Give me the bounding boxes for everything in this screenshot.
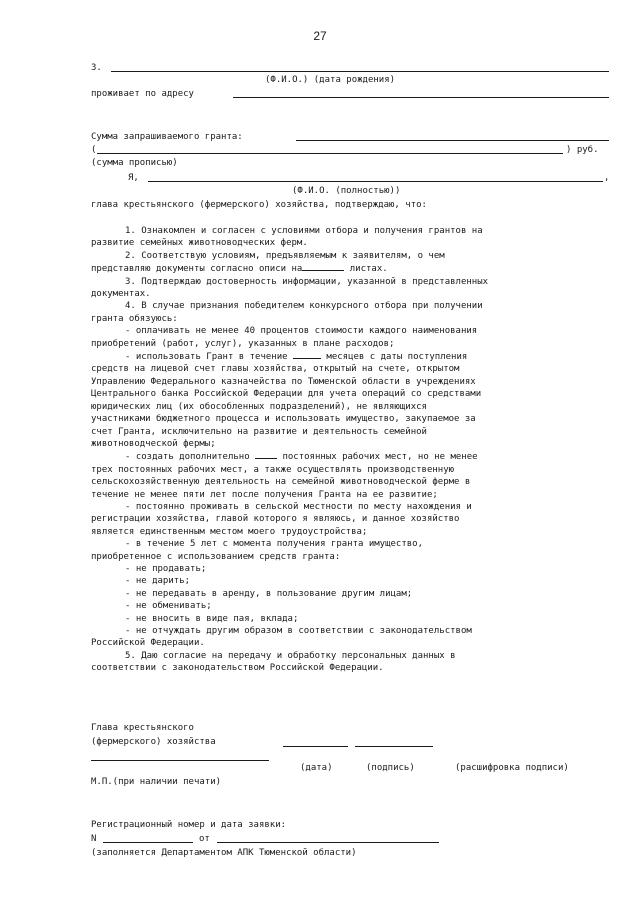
item-1-line-2: развитие семейных животноводческих ферм. — [91, 238, 308, 249]
sheets-count-field[interactable] — [302, 262, 344, 271]
sub-item-3: - не передавать в аренду, в пользование другим лицам; — [125, 588, 413, 599]
sum-words-caption: (сумма прописью) — [91, 158, 178, 168]
signature-head-2: (фермерского) хозяйства — [91, 737, 216, 747]
decode-caption: (расшифровка подписи) — [455, 763, 569, 773]
applicant-fio-line[interactable] — [111, 71, 609, 72]
stamp-note: М.П.(при наличии печати) — [91, 777, 222, 787]
page-number: 27 — [313, 29, 327, 43]
bullet-2-line-4: Центрального банка Российской Федерации для учета операций со средствами — [91, 389, 482, 400]
fio-caption: (Ф.И.О.) (дата рождения) — [265, 75, 396, 85]
item-3-line-2: документах. — [91, 289, 151, 300]
registration-date-line[interactable] — [217, 842, 439, 843]
bullet-2-line-2: средств на лицевой счет главы хозяйства, открытый на счете, открытом — [91, 364, 460, 375]
bullet-5-line-2: приобретенное с использованием средств гранта: — [91, 551, 341, 562]
ya-label: Я, — [128, 173, 139, 183]
signature-head-1: Глава крестьянского — [91, 723, 194, 733]
bullet-3-line-2: трех постоянных рабочих мест, а также осуществлять производственную — [91, 464, 455, 475]
registration-label: Регистрационный номер и дата заявки: — [91, 820, 287, 830]
bullet-3-line-4: течение не менее пяти лет после получения Гранта на ее развитие; — [91, 489, 438, 500]
full-name-line[interactable] — [148, 181, 603, 182]
full-name-caption: (Ф.И.О. (полностью)) — [292, 186, 401, 196]
bullet-4-line-2: регистрации хозяйства, главой которого я являюсь, и данное хозяйство — [91, 514, 460, 525]
sign-caption: (подпись) — [366, 763, 415, 773]
grant-sum-label: Сумма запрашиваемого гранта: — [91, 132, 243, 142]
jobs-count-field[interactable] — [255, 450, 277, 459]
bullet-4-line-3: является единственным местом моего трудоустройства; — [91, 526, 368, 537]
item-2-line-2: представляю документы согласно описи на листах. — [91, 264, 388, 275]
bullet-2-line-1: - использовать Грант в течение месяцев с даты поступления — [125, 352, 468, 363]
bullet-5-line-1: - в течение 5 лет с момента получения гранта имущество, — [125, 539, 424, 550]
item-3-line-1: 3. Подтверждаю достоверность информации, указанной в представленных — [125, 276, 489, 287]
head-confirm: глава крестьянского (фермерского) хозяйства, подтверждаю, что: — [91, 200, 427, 210]
sub-item-5: - не вносить в виде пая, вклада; — [125, 613, 299, 624]
decode-line[interactable] — [91, 760, 269, 761]
item-2-line-1: 2. Соответствую условиям, предъявляемым к заявителям, о чем — [125, 250, 445, 261]
applicant-number: 3. — [91, 63, 102, 73]
bullet-1-line-2: приобретений (работ, услуг), указанных в плане расходов; — [91, 338, 395, 349]
address-line[interactable] — [233, 97, 609, 98]
registration-number-line[interactable] — [103, 842, 193, 843]
registration-note: (заполняется Департаментом АПК Тюменской области) — [91, 848, 357, 858]
conditions-list — [91, 225, 611, 675]
item-5-line-2: соответствии с законодательством Российской Федерации. — [91, 663, 384, 674]
item-4-line-1: 4. В случае признания победителем конкурсного отбора при получении — [125, 301, 483, 312]
date-caption: (дата) — [300, 763, 333, 773]
months-field[interactable] — [293, 350, 321, 359]
bullet-2-line-3: Управлению Федерального казначейства по Тюменской области в учреждениях — [91, 376, 476, 387]
sub-item-2: - не дарить; — [125, 576, 191, 587]
bullet-1-line-1: - оплачивать не менее 40 процентов стоимости каждого наименования — [125, 326, 478, 337]
bullet-3-line-1: - создать дополнительно постоянных рабочих мест, но не менее — [125, 452, 478, 463]
bullet-2-line-6: участниками бюджетного процесса и использовать имущество, закупаемое за — [91, 414, 476, 425]
rub-label: ) руб. — [566, 145, 599, 155]
bullet-4-line-1: - постоянно проживать в сельской местности по месту нахождения и — [125, 501, 472, 512]
item-1-line-1: 1. Ознакомлен и согласен с условиями отбора и получения грантов на — [125, 226, 483, 236]
comma: , — [604, 173, 610, 183]
sub-item-4: - не обменивать; — [125, 601, 212, 612]
item-4-line-2: гранта обязуюсь: — [91, 313, 178, 324]
date-line[interactable] — [283, 746, 348, 747]
address-label: проживает по адресу — [91, 89, 194, 99]
sub-item-1: - не продавать; — [125, 563, 207, 574]
sub-item-6-line-1: - не отчуждать другим образом в соответствии с законодательством — [125, 626, 472, 636]
grant-sum-line[interactable] — [296, 140, 609, 141]
bullet-2-line-5: юридических лиц (их обособленных подразделений), не являющихся — [91, 401, 427, 412]
bullet-2-line-8: животноводческой фермы; — [91, 438, 216, 449]
item-5-line-1: 5. Даю согласие на передачу и обработку персональных данных в — [125, 650, 456, 661]
registration-n: N — [91, 834, 97, 844]
sub-item-6-line-2: Российской Федерации. — [91, 638, 205, 649]
grant-words-line[interactable] — [97, 153, 563, 154]
paren-open: ( — [91, 145, 97, 155]
bullet-3-line-3: сельскохозяйственную деятельность на семейной животноводческой ферме в — [91, 477, 471, 488]
bullet-2-line-7: счет Гранта, исключительно на развитие и деятельность семейной — [91, 426, 427, 437]
sign-line[interactable] — [355, 746, 433, 747]
registration-from: от — [199, 834, 210, 844]
